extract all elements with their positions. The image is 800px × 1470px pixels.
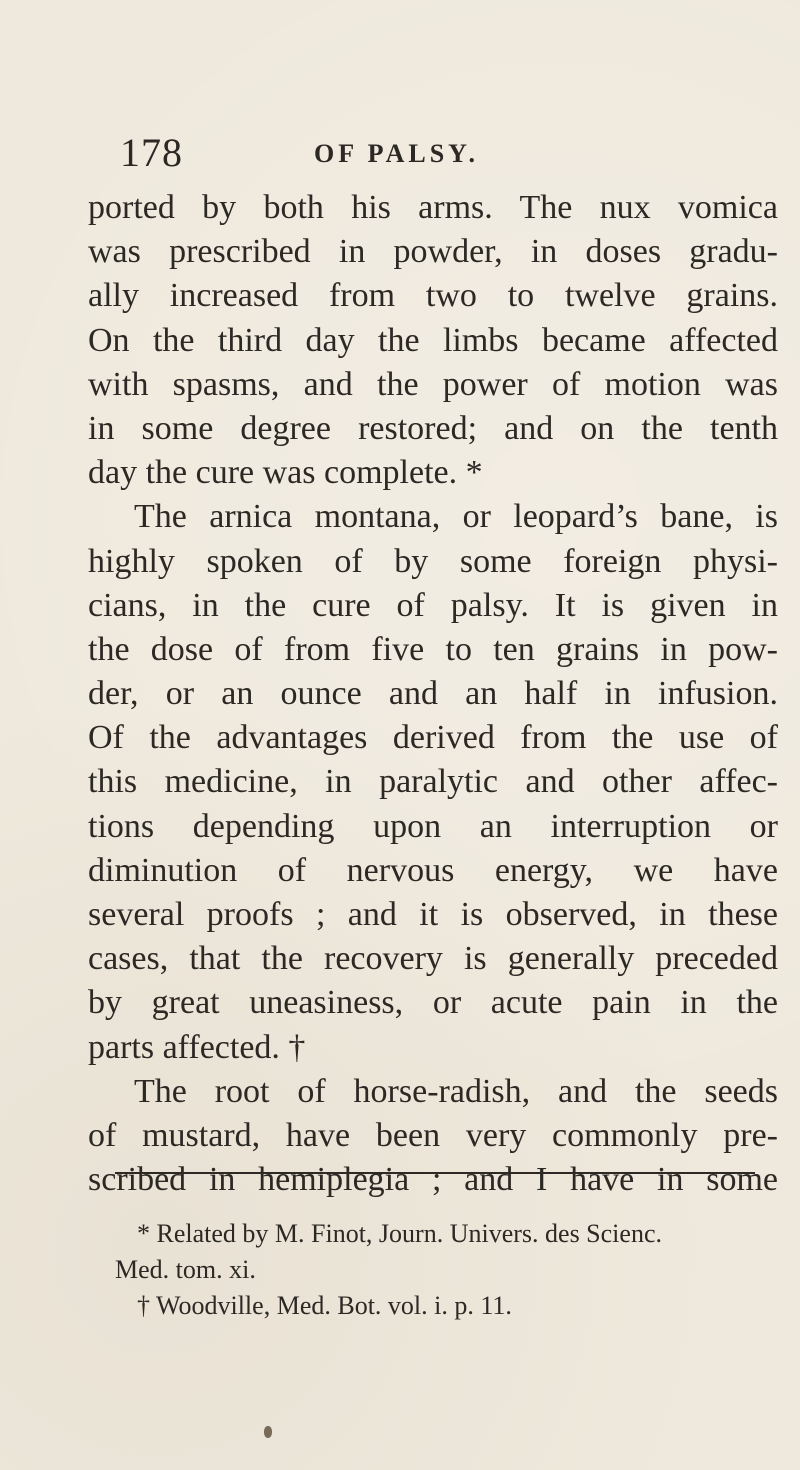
text-line: in some degree restored; and on the tenth [88,409,778,447]
page-number: 178 [120,130,183,175]
page-header [120,130,760,175]
text-line: The root of horse-radish, and the seeds [134,1072,778,1110]
footnote-line: * Related by M. Finot, Journ. Univers. des Scienc. [137,1219,662,1248]
text-line: The arnica montana, or leopard’s bane, is [134,498,778,536]
text-line: was prescribed in powder, in doses gradu- [88,233,778,271]
text-line: cases, that the recovery is generally preceded [88,940,778,978]
text-line: parts affected. † [88,1028,306,1066]
text-line: diminution of nervous energy, we have [88,851,778,889]
text-line: cians, in the cure of palsy. It is given in [88,586,778,624]
text-line: scribed in hemiplegia ; and I have in some [88,1161,778,1199]
text-line: day the cure was complete. * [88,454,483,492]
text-line: of mustard, have been very commonly pre- [88,1116,778,1154]
footnote-line: † Woodville, Med. Bot. vol. i. p. 11. [137,1291,512,1320]
footnote-divider [115,1172,755,1174]
text-line: tions depending upon an interruption or [88,807,778,845]
footnote-line: Med. tom. xi. [115,1255,256,1284]
text-line: this medicine, in paralytic and other affec- [88,763,778,801]
ink-speck [264,1426,272,1438]
text-line: der, or an ounce and an half in infusion. [88,675,778,713]
text-line: ported by both his arms. The nux vomica [88,189,778,226]
text-line: with spasms, and the power of motion was [88,365,778,403]
text-line: On the third day the limbs became affected [88,321,778,359]
text-line: highly spoken of by some foreign physi- [88,542,778,580]
text-line: the dose of from five to ten grains in pow- [88,630,778,668]
body-text [88,186,778,1202]
text-line: ally increased from two to twelve grains. [88,277,778,315]
text-line: Of the advantages derived from the use of [88,719,778,757]
footnotes [115,1216,765,1324]
text-line: several proofs ; and it is observed, in these [88,896,778,933]
text-line: by great uneasiness, or acute pain in the [88,984,778,1022]
running-head: OF PALSY. [314,139,480,168]
